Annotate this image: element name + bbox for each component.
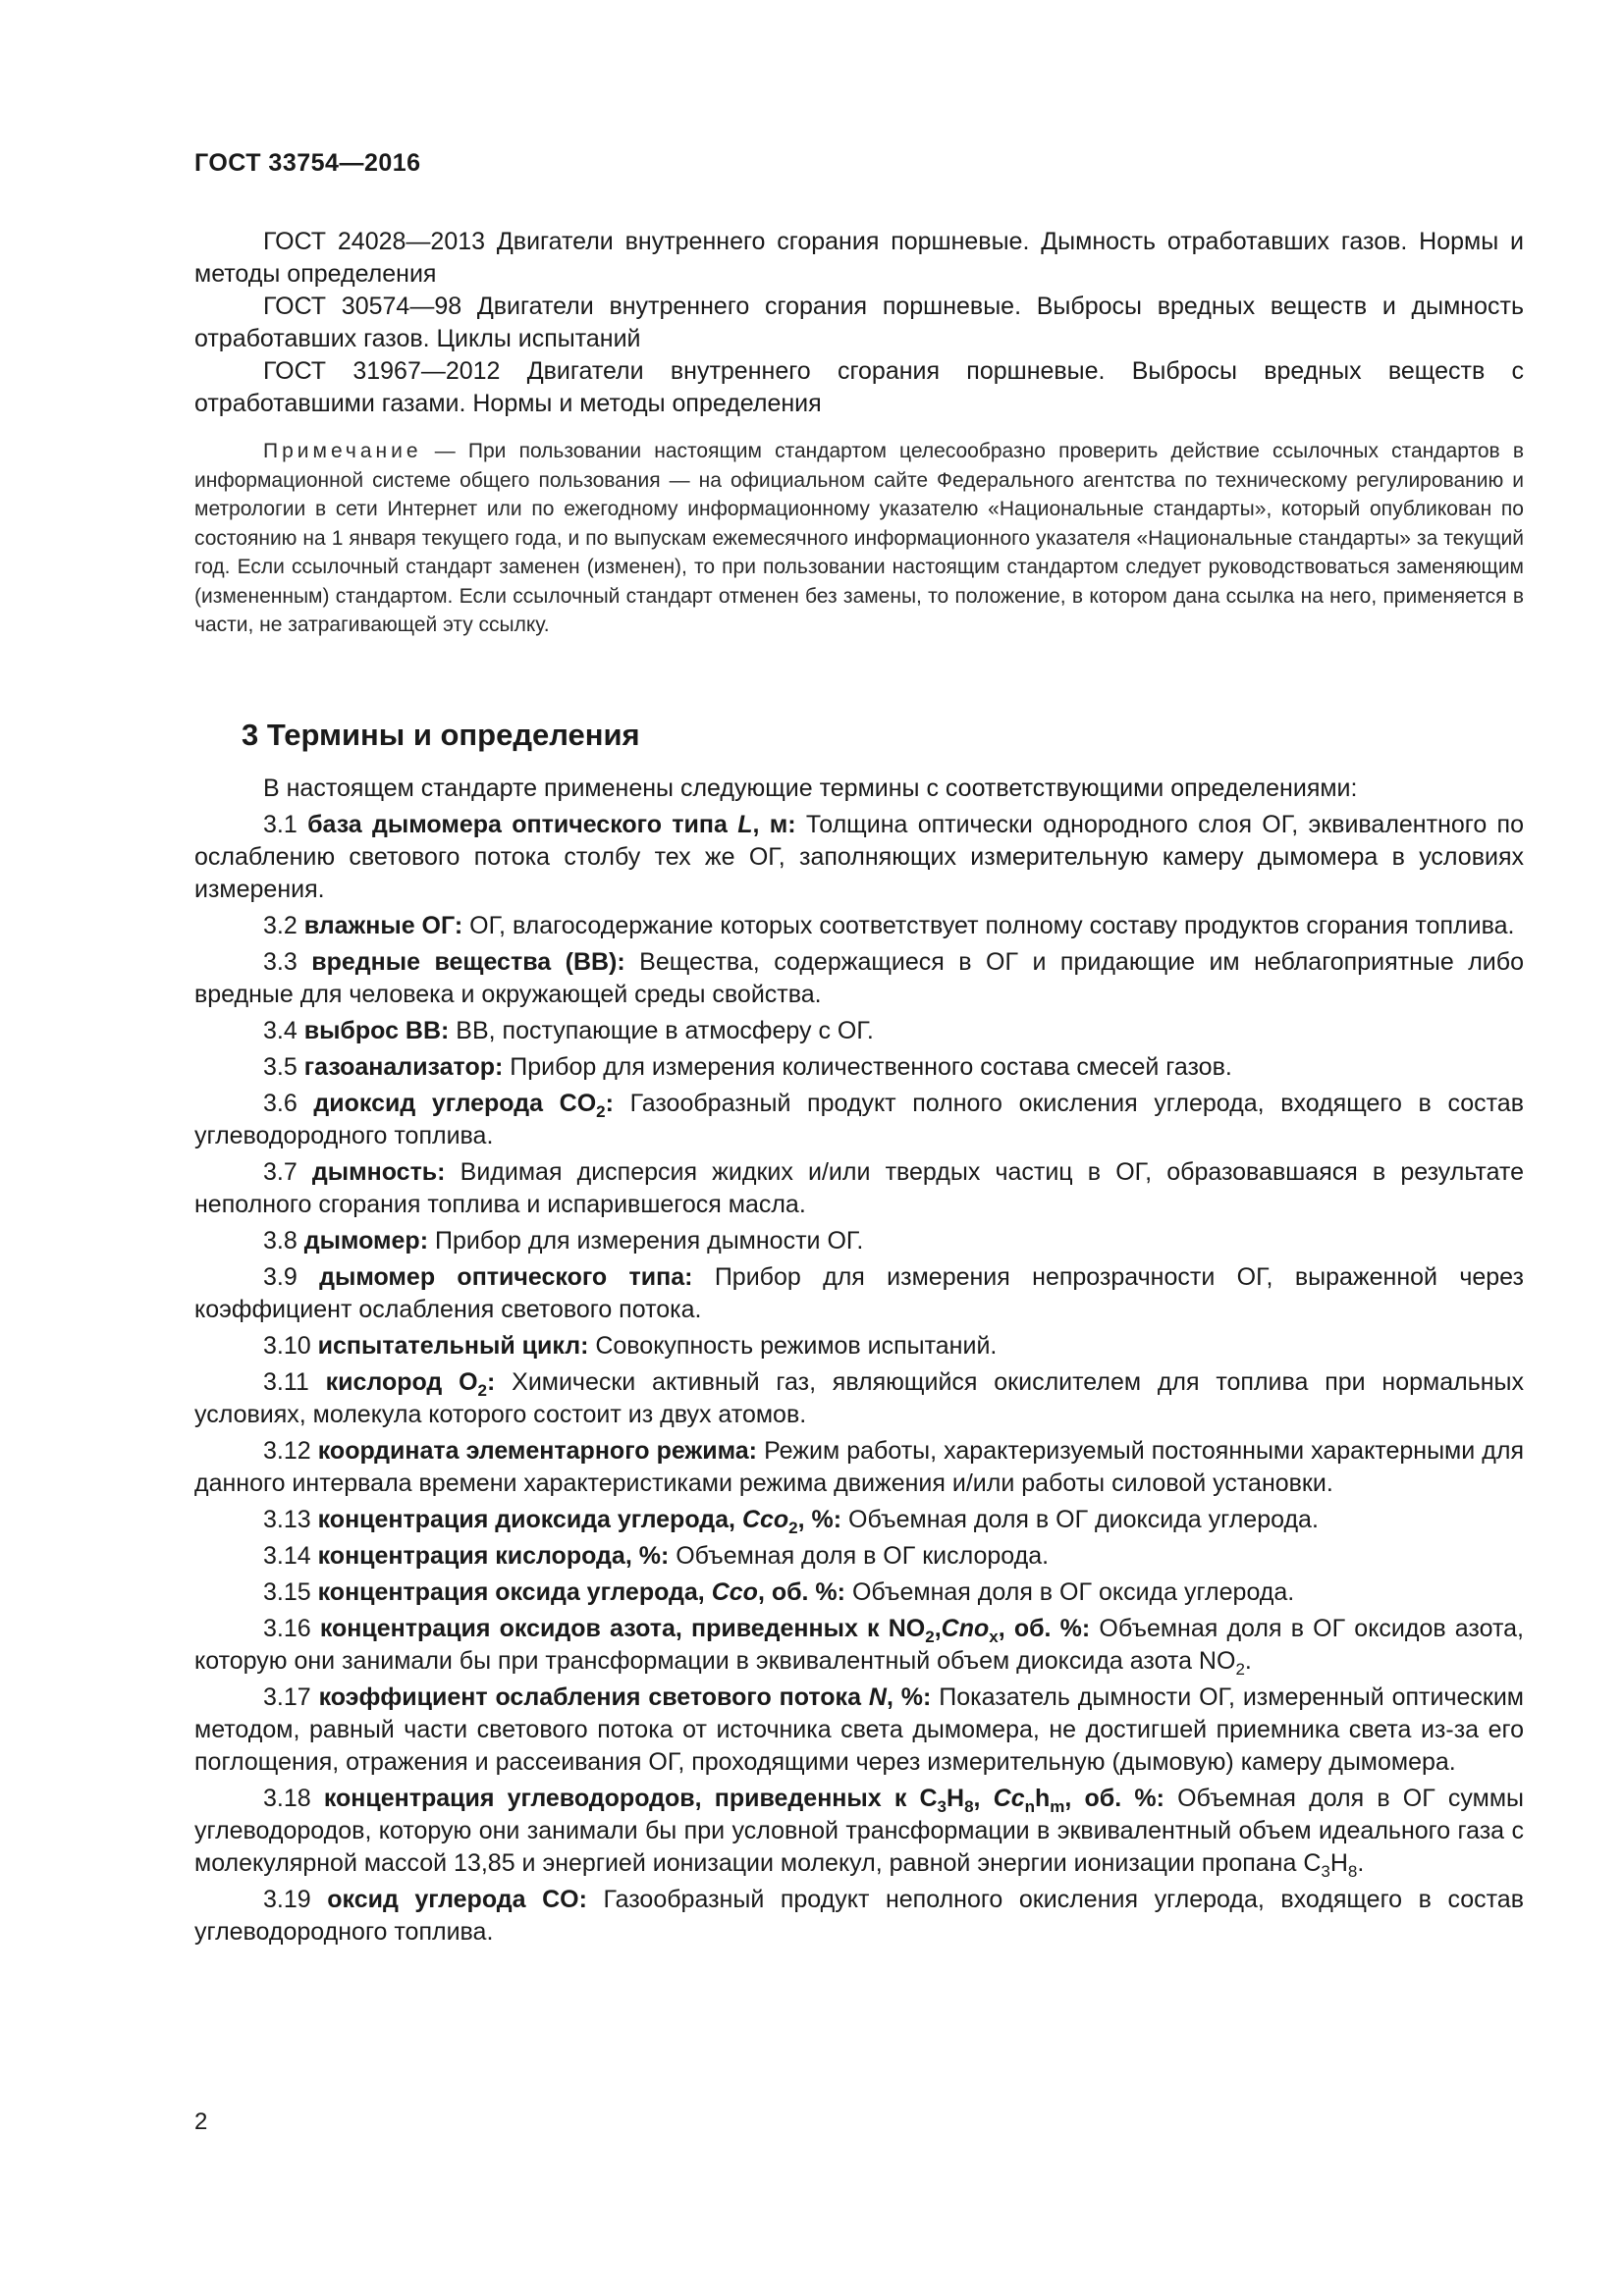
- term-item: 3.9 дымомер оптического типа: Прибор для измерения непрозрачности ОГ, выраженной через коэффициент ослабления светового потока.: [194, 1263, 1524, 1323]
- normative-references: [194, 226, 1524, 420]
- term-item: 3.2 влажные ОГ: ОГ, влагосодержание которых соответствует полному составу продуктов сгорания топлива.: [263, 912, 1515, 939]
- reference-item: ГОСТ 30574—98 Двигатели внутреннего сгорания поршневые. Выбросы вредных веществ и дымность отработавших газов. Циклы испытаний: [194, 293, 1524, 352]
- reference-item: ГОСТ 31967—2012 Двигатели внутреннего сгорания поршневые. Выбросы вредных веществ с отработавшими газами. Нормы и методы определения: [194, 357, 1524, 417]
- term-item: 3.4 выброс ВВ: ВВ, поступающие в атмосферу с ОГ.: [263, 1017, 874, 1044]
- note-text: — При пользовании настоящим стандартом целесообразно проверить действие ссылочных стандартов в информационной системе общего пользования — на официальном сайте Федерального агентства по техническому регулированию и метрологии в сети Интернет или по ежегодному информационному указателю «Национальные стандарты», который опубликован по состоянию на 1 января текущего года, и по выпускам ежемесячного информационного указателя «Национальные стандарты» за текущий год. Если ссылочный стандарт заменен (изменен), то при пользовании настоящим стандартом следует руководствоваться заменяющим (измененным) стандартом. Если ссылочный стандарт отменен без замены, то положение, в котором дана ссылка на него, применяется в части, не затрагивающей эту ссылку.: [194, 440, 1524, 636]
- page-number: 2: [194, 2109, 208, 2135]
- terms-list: [194, 773, 1524, 1949]
- term-item: 3.15 концентрация оксида углерода, Cco, об. %: Объемная доля в ОГ оксида углерода.: [263, 1578, 1295, 1606]
- term-item: 3.1 база дымомера оптического типа L, м: Толщина оптически однородного слоя ОГ, эквивалентного по ослаблению светового потока столбу тех же ОГ, заполняющих измерительную камеру дымомера в условиях измерения.: [194, 811, 1524, 903]
- term-item: 3.13 концентрация диоксида углерода, Cco$_2$, %: Объемная доля в ОГ диоксида углерода.: [263, 1506, 1319, 1537]
- note-block: [194, 437, 1524, 640]
- reference-item: ГОСТ 24028—2013 Двигатели внутреннего сгорания поршневые. Дымность отработавших газов. Нормы и методы определения: [194, 228, 1524, 288]
- note-paragraph: [194, 437, 1524, 640]
- term-item: 3.10 испытательный цикл: Совокупность режимов испытаний.: [263, 1332, 998, 1360]
- term-item: 3.7 дымность: Видимая дисперсия жидких и/или твердых частиц в ОГ, образовавшаяся в результате неполного сгорания топлива и испарившегося масла.: [194, 1158, 1524, 1218]
- note-label: Примечание: [263, 440, 422, 462]
- term-item: 3.17 коэффициент ослабления светового потока N, %: Показатель дымности ОГ, измеренный оптическим методом, равный части светового потока от источника света дымомера, не достигшей приемника света из-за его поглощения, отражения и рассеивания ОГ, проходящими через измерительную (дымовую) камеру дымомера.: [194, 1683, 1524, 1776]
- term-item: 3.11 кислород $O_2$: Химически активный газ, являющийся окислителем для топлива при нормальных условиях, молекула которого состоит из двух атомов.: [194, 1368, 1524, 1428]
- section-intro: В настоящем стандарте применены следующие термины с соответствующими определениями:: [263, 774, 1358, 802]
- term-item: 3.8 дымомер: Прибор для измерения дымности ОГ.: [263, 1227, 864, 1255]
- term-item: 3.18 концентрация углеводородов, приведенных к $C_3H_8$, $Cc_nh_m$, об. %: Объемная доля в ОГ суммы углеводородов, которую они занимали бы при условной трансформации в эквивалентный объем идеального газа с молекулярной массой 13,85 и энергией ионизации молекул, равной энергии ионизации пропана $C_3H_8$.: [194, 1785, 1524, 1881]
- standard-code-header: ГОСТ 33754—2016: [194, 149, 421, 177]
- term-item: 3.3 вредные вещества (ВВ): Вещества, содержащиеся в ОГ и придающие им неблагоприятные либо вредные для человека и окружающей среды свойства.: [194, 948, 1524, 1008]
- term-item: 3.5 газоанализатор: Прибор для измерения количественного состава смесей газов.: [263, 1053, 1232, 1081]
- term-item: 3.19 оксид углерода CO: Газообразный продукт неполного окисления углерода, входящего в состав углеводородного топлива.: [194, 1886, 1524, 1946]
- term-item: 3.14 концентрация кислорода, %: Объемная доля в ОГ кислорода.: [263, 1542, 1050, 1570]
- section-heading: 3 Термины и определения: [242, 718, 640, 752]
- term-item: 3.6 диоксид углерода $CO_2$: Газообразный продукт полного окисления углерода, входящего в состав углеводородного топлива.: [194, 1090, 1524, 1149]
- term-item: 3.12 координата элементарного режима: Режим работы, характеризуемый постоянными характерными для данного интервала времени характеристиками режима движения и/или работы силовой установки.: [194, 1437, 1525, 1497]
- term-item: 3.16 концентрация оксидов азота, приведенных к $NO_2,Cno_x$, об. %: Объемная доля в ОГ оксидов азота, которую они занимали бы при трансформации в эквивалентный объем диоксида азота $NO_2$.: [194, 1615, 1524, 1679]
